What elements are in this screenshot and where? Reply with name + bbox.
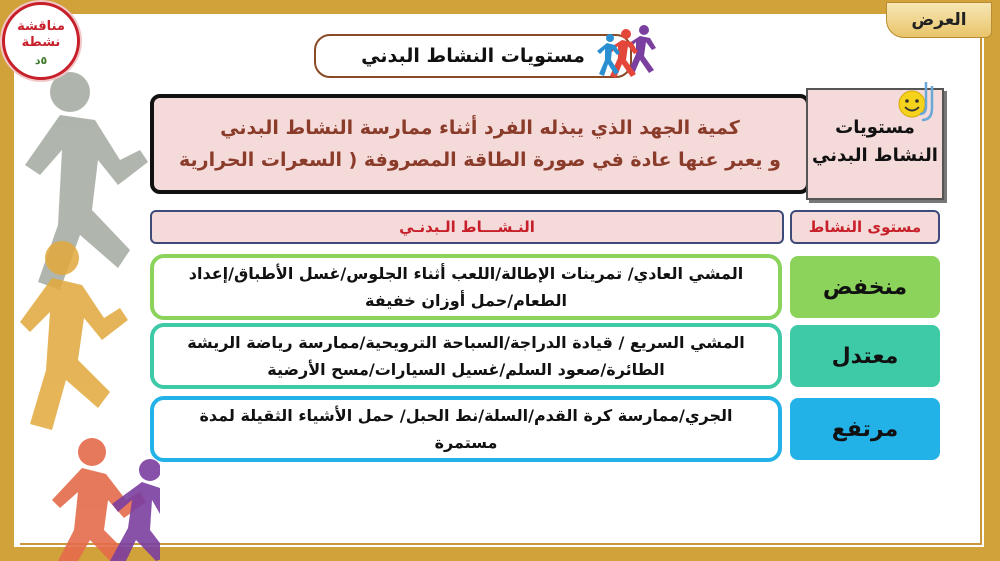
definition-line1: كمية الجهد الذي يبذله الفرد أثناء ممارسة النشاط البدني: [220, 117, 740, 139]
activities-high-line1: الجري/ممارسة كرة القدم/السلة/نط الحبل/ حمل الأشياء الثقيلة لمدة مستمرة: [199, 406, 733, 452]
definition-line2: و يعبر عنها عادة في صورة الطاقة المصروفة ( السعرات الحرارية: [178, 149, 781, 171]
badge-duration: ٥د: [34, 54, 48, 67]
activities-medium: [150, 323, 782, 389]
header-activity-level: مستوى النشاط: [790, 210, 940, 244]
presentation-tab[interactable]: العرض: [886, 2, 992, 38]
activities-low-line1: المشي العادي/ تمرينات الإطالة/اللعب أثناء الجلوس/غسل الأطباق/إعداد: [188, 264, 744, 283]
activities-medium-line2: الطائرة/صعود السلم/غسيل السيارات/مسح الأرضية: [267, 360, 665, 379]
level-high: مرتفع: [790, 398, 940, 460]
level-medium: معتدل: [790, 325, 940, 387]
definition-tab-line1: مستويات: [835, 117, 915, 138]
frame-right-border: [984, 0, 1000, 561]
level-low: منخفض: [790, 256, 940, 318]
discussion-badge: [2, 2, 80, 80]
definition-box: [150, 94, 810, 194]
runner-silhouette-icon: [0, 0, 160, 561]
badge-line1: مناقشة: [17, 19, 65, 34]
page-title: مستويات النشاط البدني: [314, 34, 632, 78]
badge-line2: نشطة: [21, 35, 61, 50]
activities-low: [150, 254, 782, 320]
activities-low-line2: الطعام/حمل أوزان خفيفة: [365, 291, 567, 310]
activities-high: [150, 396, 782, 462]
header-physical-activity: النـشـــاط الـبدنـي: [150, 210, 784, 244]
smiley-paperclip-icon: [892, 76, 942, 126]
definition-tab-line2: النشاط البدني: [812, 145, 938, 166]
activities-medium-line1: المشي السريع / قيادة الدراجة/السباحة الترويحية/ممارسة رياضة الريشة: [187, 333, 745, 352]
running-group-icon: [596, 20, 666, 80]
